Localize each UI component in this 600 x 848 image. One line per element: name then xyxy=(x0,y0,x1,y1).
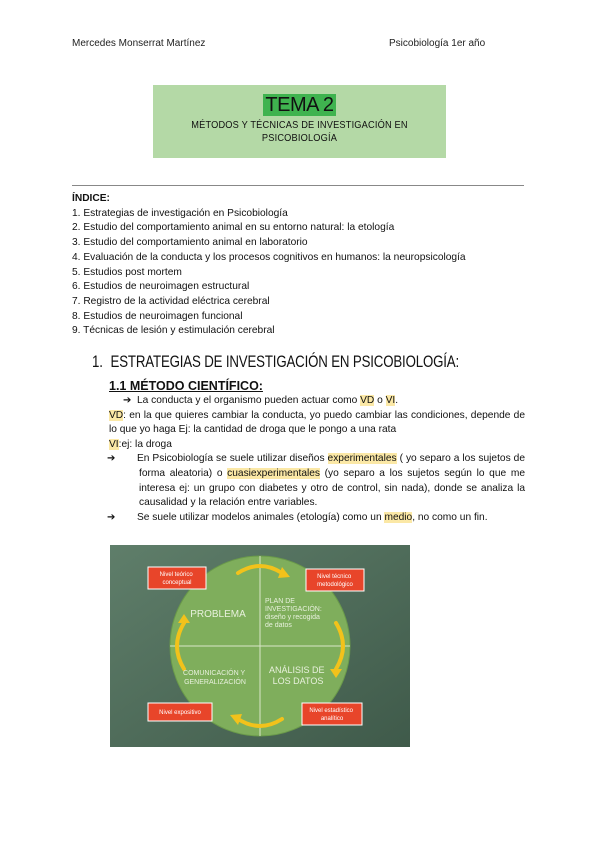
section-heading: 1. ESTRATEGIAS DE INVESTIGACIÓN EN PSICOBIOLOGÍA: xyxy=(92,352,460,371)
header-course: Psicobiología 1er año xyxy=(389,38,486,49)
quadrant-plan: PLAN DE INVESTIGACIÓN: diseño y recogida de datos xyxy=(265,598,322,629)
arrow-icon: ➔ xyxy=(123,395,132,406)
scientific-method-diagram xyxy=(110,545,410,747)
bullet-designs: ➔ En Psicobiología se suele utilizar diseños experimentales ( yo separo a los sujetos de forma aleatoria) o cuasiexperimentales (yo separo a los sujetos según lo que me interesa ej: un grupo con diabetes y otro de control, sin nada), donde se analiza la causalidad y la relación entre variables. xyxy=(107,453,525,509)
index-item: 4. Evaluación de la conducta y los procesos cognitivos en humanos: la neuropsicología xyxy=(72,251,466,263)
box-nivel-tecnico xyxy=(306,569,364,591)
index-item: 2. Estudio del comportamiento animal en su entorno natural: la etología xyxy=(72,222,395,234)
index-heading: ÍNDICE: xyxy=(72,193,110,204)
index-item: 6. Estudios de neuroimagen estructural xyxy=(72,281,250,293)
index-item: 9. Técnicas de lesión y estimulación cerebral xyxy=(72,325,275,337)
bullet-models: ➔ Se suele utilizar modelos animales (etología) como un medio, no como un fin. xyxy=(109,511,525,526)
index-item: 5. Estudios post mortem xyxy=(72,266,182,278)
index-item: 1. Estrategias de investigación en Psicobiología xyxy=(72,207,288,219)
quadrant-comunicacion: COMUNICACIÓN Y GENERALIZACIÓN xyxy=(183,670,246,686)
index-item: 3. Estudio del comportamiento animal en laboratorio xyxy=(72,237,308,249)
bullet-variables: ➔ La conducta y el organismo pueden actuar como VD o VI. xyxy=(109,394,525,409)
index-list xyxy=(72,192,466,339)
paragraph-vd: VD: en la que quieres cambiar la conducta, yo puedo cambiar las condiciones, depende de lo que yo haga Ej: la cantidad de droga que le pongo a una rata xyxy=(109,409,525,436)
svg-text:Nivel teórico conceptu: Nivel teórico conceptual xyxy=(159,572,193,586)
index-item: 7. Registro de la actividad eléctrica cerebral xyxy=(72,295,270,307)
tema-subtitle: MÉTODOS Y TÉCNICAS DE INVESTIGACIÓN EN PSICOBIOLOGÍA xyxy=(191,119,408,144)
quadrant-problema: PROBLEMA xyxy=(190,609,246,620)
paragraph-vi: VI:ej: la droga xyxy=(109,438,172,450)
title-box xyxy=(153,85,446,158)
section-body xyxy=(109,394,525,525)
svg-text:Nivel técnico metodoló: Nivel técnico metodológico xyxy=(317,574,353,588)
box-nivel-estadistico xyxy=(302,703,362,725)
arrow-icon: ➔ xyxy=(107,511,116,523)
box-nivel-teorico xyxy=(148,567,206,589)
divider xyxy=(72,185,524,186)
index-item: 8. Estudios de neuroimagen funcional xyxy=(72,310,243,322)
box-nivel-expositivo xyxy=(148,703,212,721)
header-author: Mercedes Monserrat Martínez xyxy=(72,38,206,49)
svg-text:Nivel estadístico anal: Nivel estadístico analítico xyxy=(309,708,354,722)
quadrant-analisis: ANÁLISIS DE LOS DATOS xyxy=(268,665,325,686)
subsection-heading: 1.1 MÉTODO CIENTÍFICO: xyxy=(109,379,263,393)
tema-title: TEMA 2 xyxy=(265,94,334,116)
arrow-icon: ➔ xyxy=(107,453,116,465)
svg-text:Nivel expositivo: Nivel expositivo xyxy=(159,710,201,716)
